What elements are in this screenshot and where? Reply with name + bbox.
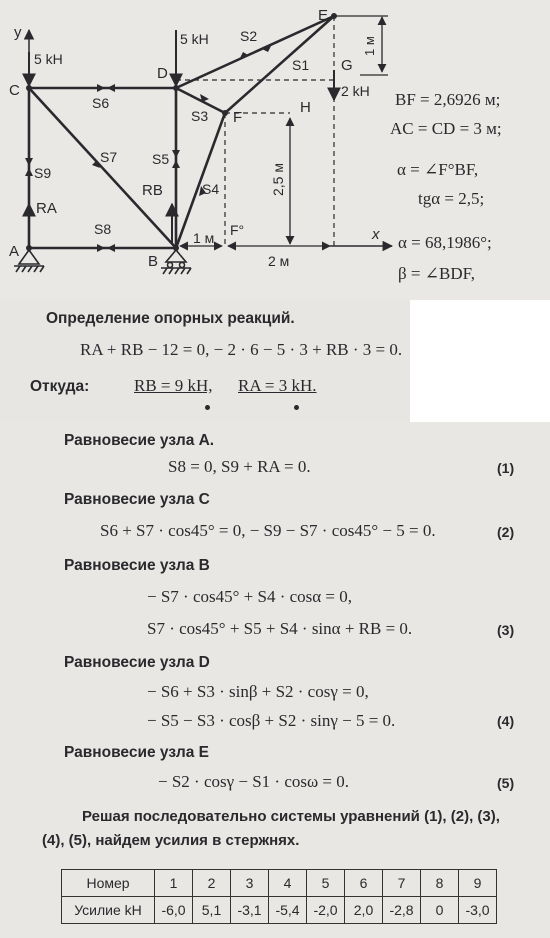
y-axis-label: y: [14, 24, 22, 41]
table-cell: 5,1: [193, 897, 231, 924]
s6-arrow-icon: [107, 84, 115, 92]
conclusion-line-1: Решая последовательно системы уравнений (1), (2), (3),: [82, 808, 500, 825]
node-a-heading: Равновесие узла A.: [64, 432, 215, 449]
table-cell: 2,0: [345, 897, 383, 924]
rod-s7-label: S7: [100, 149, 118, 165]
table-cell: 8: [421, 870, 459, 897]
node-g-label: G: [341, 57, 353, 74]
rb-result: RB = 9 kH,: [134, 376, 213, 395]
given-line: α = ∠F°BF,: [397, 160, 479, 179]
table-header-force: Усилие kH: [62, 897, 155, 924]
table-cell: 6: [345, 870, 383, 897]
support-b-hatch-icon: [163, 268, 191, 274]
rod-s6-label: S6: [92, 95, 110, 111]
node-b-equation-2: S7 · cos45° + S5 + S4 · sinα + RB = 0.: [147, 619, 413, 638]
rod-s1-label: S1: [292, 57, 310, 73]
s6-arrow-icon: [97, 84, 105, 92]
s9-arrow-icon: [25, 168, 33, 176]
joint-d: [173, 85, 179, 91]
table-cell: -3,0: [459, 897, 497, 924]
support-a-hatch-icon: [16, 266, 44, 272]
s8-arrow-icon: [97, 244, 105, 252]
rod-s4-label: S4: [202, 181, 220, 197]
rod-s3-label: S3: [191, 108, 209, 124]
given-line: AC = CD = 3 м;: [390, 119, 502, 138]
rod-s2: [176, 16, 334, 88]
reaction-b-label: RB: [142, 182, 163, 199]
node-f-label: F: [233, 109, 243, 126]
reaction-a-label: RA: [36, 200, 57, 217]
node-b-label: B: [148, 253, 159, 270]
eq-number-5: (5): [497, 775, 515, 791]
support-b-roller-icon: [180, 263, 185, 268]
eq-number-4: (4): [497, 713, 515, 729]
conclusion-line-2: (4), (5), найдем усилия в стержнях.: [42, 832, 300, 849]
table-row: [62, 897, 497, 924]
table-cell: 5: [307, 870, 345, 897]
joint-e: [331, 13, 337, 19]
node-e-equation: − S2 · cosγ − S1 · cosω = 0.: [158, 772, 350, 791]
ra-result: RA = 3 kH.: [238, 376, 317, 395]
x-axis-label: x: [372, 226, 380, 243]
load-c-label: 5 kH: [34, 51, 63, 67]
table-cell: 4: [269, 870, 307, 897]
table-cell: -2,8: [383, 897, 421, 924]
table-cell: -2,0: [307, 897, 345, 924]
given-line: tgα = 2,5;: [418, 189, 485, 208]
support-a-icon: [19, 250, 39, 264]
truss-diagram: [0, 0, 550, 300]
node-c-equation: S6 + S7 · cos45° = 0, − S9 − S7 · cos45° − 5 = 0.: [100, 521, 436, 540]
rod-s8-label: S8: [94, 221, 112, 237]
table-cell: 1: [155, 870, 193, 897]
support-b-roller-icon: [168, 263, 173, 268]
blank-background: [410, 300, 550, 422]
table-header-number: Номер: [62, 870, 155, 897]
table-cell: 3: [231, 870, 269, 897]
node-e-heading: Равновесие узла E: [64, 744, 209, 761]
table-cell: 0: [421, 897, 459, 924]
table-cell: -5,4: [269, 897, 307, 924]
node-d-equation-1: − S6 + S3 · sinβ + S2 · cosγ = 0,: [147, 682, 369, 701]
joint-f: [222, 110, 228, 116]
node-d-equation-2: − S5 − S3 · cosβ + S2 · sinγ − 5 = 0.: [147, 711, 396, 730]
reactions-heading: Определение опорных реакций.: [46, 310, 295, 327]
node-a-equation: S8 = 0, S9 + RA = 0.: [168, 457, 311, 476]
s8-arrow-icon: [107, 244, 115, 252]
result-dot: [294, 405, 299, 410]
node-a-label: A: [9, 243, 20, 260]
rod-s5-label: S5: [152, 151, 170, 167]
node-d-heading: Равновесие узла D: [64, 654, 210, 671]
reactions-equations: RA + RB − 12 = 0, − 2 · 6 − 5 · 3 + RB · 3 = 0.: [80, 340, 403, 359]
eq-number-3: (3): [497, 622, 515, 638]
result-dot: [205, 405, 210, 410]
results-table: [61, 869, 497, 924]
given-line: BF = 2,6926 м;: [395, 90, 501, 109]
node-h-label: H: [300, 99, 311, 116]
s9-arrow-icon: [25, 158, 33, 166]
node-d-label: D: [157, 65, 168, 82]
given-line: β = ∠BDF,: [398, 264, 475, 283]
whence-label: Откуда:: [30, 378, 90, 395]
eq-number-2: (2): [497, 524, 515, 540]
node-b-heading: Равновесие узла B: [64, 557, 210, 574]
s5-arrow-icon: [172, 160, 180, 168]
dim-f-g-label: 2 м: [268, 253, 290, 269]
table-cell: 2: [193, 870, 231, 897]
node-e-label: E: [318, 7, 329, 24]
node-b-equation-1: − S7 · cos45° + S4 · cosα = 0,: [147, 587, 353, 606]
dim-eg-label: 1 м: [362, 36, 377, 56]
rod-s9-label: S9: [34, 165, 52, 181]
s5-arrow-icon: [172, 150, 180, 158]
node-c-heading: Равновесие узла C: [64, 491, 210, 508]
load-d-label: 5 kH: [180, 31, 209, 47]
eq-number-1: (1): [497, 460, 515, 476]
joint-c: [26, 85, 32, 91]
table-cell: -6,0: [155, 897, 193, 924]
angle-f0-label: F°: [230, 222, 245, 238]
dim-b-f-label: 1 м: [193, 230, 215, 246]
support-b-icon: [166, 250, 186, 262]
table-cell: 7: [383, 870, 421, 897]
dim-height-label: 2,5 м: [270, 163, 286, 196]
rod-s2-label: S2: [240, 28, 258, 44]
table-cell: 9: [459, 870, 497, 897]
table-cell: -3,1: [231, 897, 269, 924]
given-line: α = 68,1986°;: [398, 233, 492, 252]
table-row: [62, 870, 497, 897]
load-g-label: 2 kH: [341, 83, 370, 99]
node-c-label: C: [9, 82, 20, 99]
